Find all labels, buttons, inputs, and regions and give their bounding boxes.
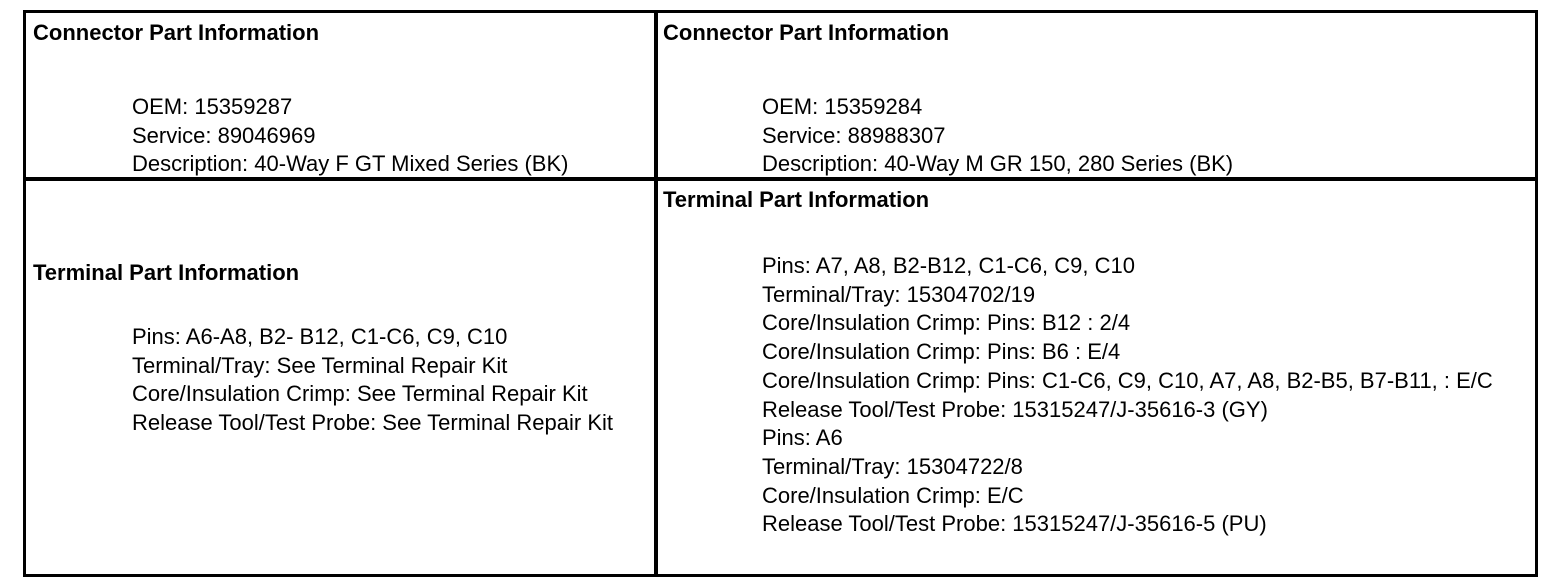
- right-terminal-details: [762, 252, 1502, 539]
- left-oem: OEM: 15359287: [132, 94, 293, 119]
- connector-info-table: [23, 10, 1538, 577]
- right-description: Description: 40-Way M GR 150, 280 Series (BK): [762, 151, 1234, 177]
- left-terminal-heading: Terminal Part Information: [33, 260, 300, 285]
- left-terminal-pins: Pins: A6-A8, B2- B12, C1-C6, C9, C10: [132, 324, 508, 349]
- left-terminal-details: [132, 323, 632, 438]
- left-release-tool: Release Tool/Test Probe: See Terminal Repair Kit: [132, 410, 613, 436]
- right-terminal-line: Core/Insulation Crimp: E/C: [762, 482, 1024, 508]
- right-terminal-cell: [663, 183, 1523, 573]
- right-terminal-line: Release Tool/Test Probe: 15315247/J-35616-3 (GY): [762, 396, 1268, 422]
- left-service: Service: 89046969: [132, 122, 316, 148]
- left-connector-cell: [33, 20, 648, 175]
- right-terminal-line: Core/Insulation Crimp: Pins: B12 : 2/4: [762, 310, 1131, 336]
- right-terminal-line: Core/Insulation Crimp: Pins: B6 : E/4: [762, 339, 1121, 365]
- left-terminal-cell: [33, 183, 648, 573]
- right-terminal-line: Pins: A6: [762, 425, 843, 451]
- right-connector-cell: [663, 20, 1523, 175]
- right-oem: OEM: 15359284: [762, 94, 923, 119]
- left-core-crimp: Core/Insulation Crimp: See Terminal Repair Kit: [132, 381, 588, 407]
- right-terminal-line: Release Tool/Test Probe: 15315247/J-35616-5 (PU): [762, 511, 1267, 537]
- right-connector-heading: Connector Part Information: [663, 20, 950, 45]
- right-service: Service: 88988307: [762, 122, 946, 148]
- left-connector-details: [132, 93, 642, 179]
- right-terminal-heading: Terminal Part Information: [663, 187, 930, 212]
- right-terminal-line: Terminal/Tray: 15304722/8: [762, 453, 1023, 479]
- right-connector-details: [762, 93, 1502, 179]
- column-divider: [654, 13, 658, 574]
- left-terminal-tray: Terminal/Tray: See Terminal Repair Kit: [132, 352, 508, 378]
- right-terminal-line: Terminal/Tray: 15304702/19: [762, 281, 1036, 307]
- left-description: Description: 40-Way F GT Mixed Series (BK): [132, 151, 569, 177]
- right-terminal-line: Core/Insulation Crimp: Pins: C1-C6, C9, C10, A7, A8, B2-B5, B7-B11, : E/C: [762, 367, 1493, 393]
- left-connector-heading: Connector Part Information: [33, 20, 320, 45]
- right-terminal-line: Pins: A7, A8, B2-B12, C1-C6, C9, C10: [762, 253, 1135, 278]
